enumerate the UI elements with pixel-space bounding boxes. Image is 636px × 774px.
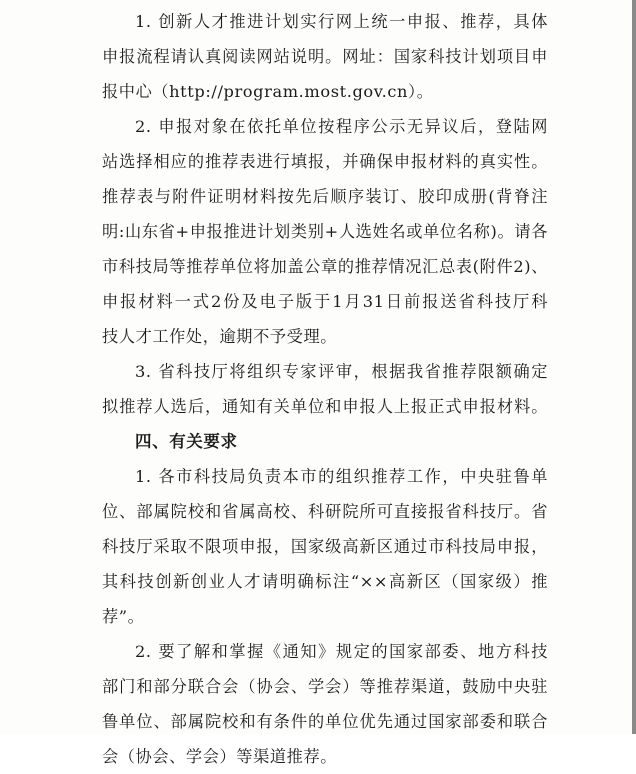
text-line: 部门和部分联合会（协会、学会）等推荐渠道，鼓励中央驻 — [102, 677, 548, 696]
text-line: 会（协会、学会）等渠道推荐。 — [102, 747, 338, 766]
text-line: 申报材料一式2份及电子版于1月31日前报送省科技厅科 — [102, 292, 548, 311]
text-line: 鲁单位、部属院校和有条件的单位优先通过国家部委和联合 — [102, 712, 548, 731]
text-line: 申报流程请认真阅读网站说明。网址：国家科技计划项目申 — [102, 47, 548, 66]
text-line: 站选择相应的推荐表进行填报，并确保申报材料的真实性。 — [102, 152, 548, 171]
text-line: 技人才工作处，逾期不予受理。 — [102, 327, 338, 346]
text-line: 明:山东省+申报推进计划类别+人选姓名或单位名称)。请各 — [102, 222, 548, 241]
text-line: 荐”。 — [102, 607, 145, 626]
text-line: 推荐表与附件证明材料按先后顺序装订、胶印成册(背脊注 — [102, 187, 548, 206]
text-line: 报中心（http://program.most.gov.cn）。 — [102, 82, 434, 101]
text-line: 位、部属院校和省属高校、科研院所可直接报省科技厅。省 — [102, 502, 548, 521]
text-line: 科技厅采取不限项申报，国家级高新区通过市科技局申报， — [102, 537, 548, 556]
text-line: 市科技局等推荐单位将加盖公章的推荐情况汇总表(附件2)、 — [102, 257, 548, 276]
text-line: 2. 申报对象在依托单位按程序公示无异议后，登陆网 — [135, 117, 548, 136]
text-line: 拟推荐人选后，通知有关单位和申报人上报正式申报材料。 — [102, 397, 548, 416]
section-heading: 四、有关要求 — [135, 432, 238, 451]
document-body — [102, 4, 548, 774]
text-line: 1. 各市科技局负责本市的组织推荐工作，中央驻鲁单 — [135, 467, 548, 486]
text-line: 其科技创新创业人才请明确标注“××高新区（国家级）推 — [102, 572, 548, 591]
text-line: 2. 要了解和掌握《通知》规定的国家部委、地方科技 — [135, 642, 548, 661]
text-line: 1. 创新人才推进计划实行网上统一申报、推荐，具体 — [135, 12, 548, 31]
text-line: 3. 省科技厅将组织专家评审，根据我省推荐限额确定 — [135, 362, 548, 381]
